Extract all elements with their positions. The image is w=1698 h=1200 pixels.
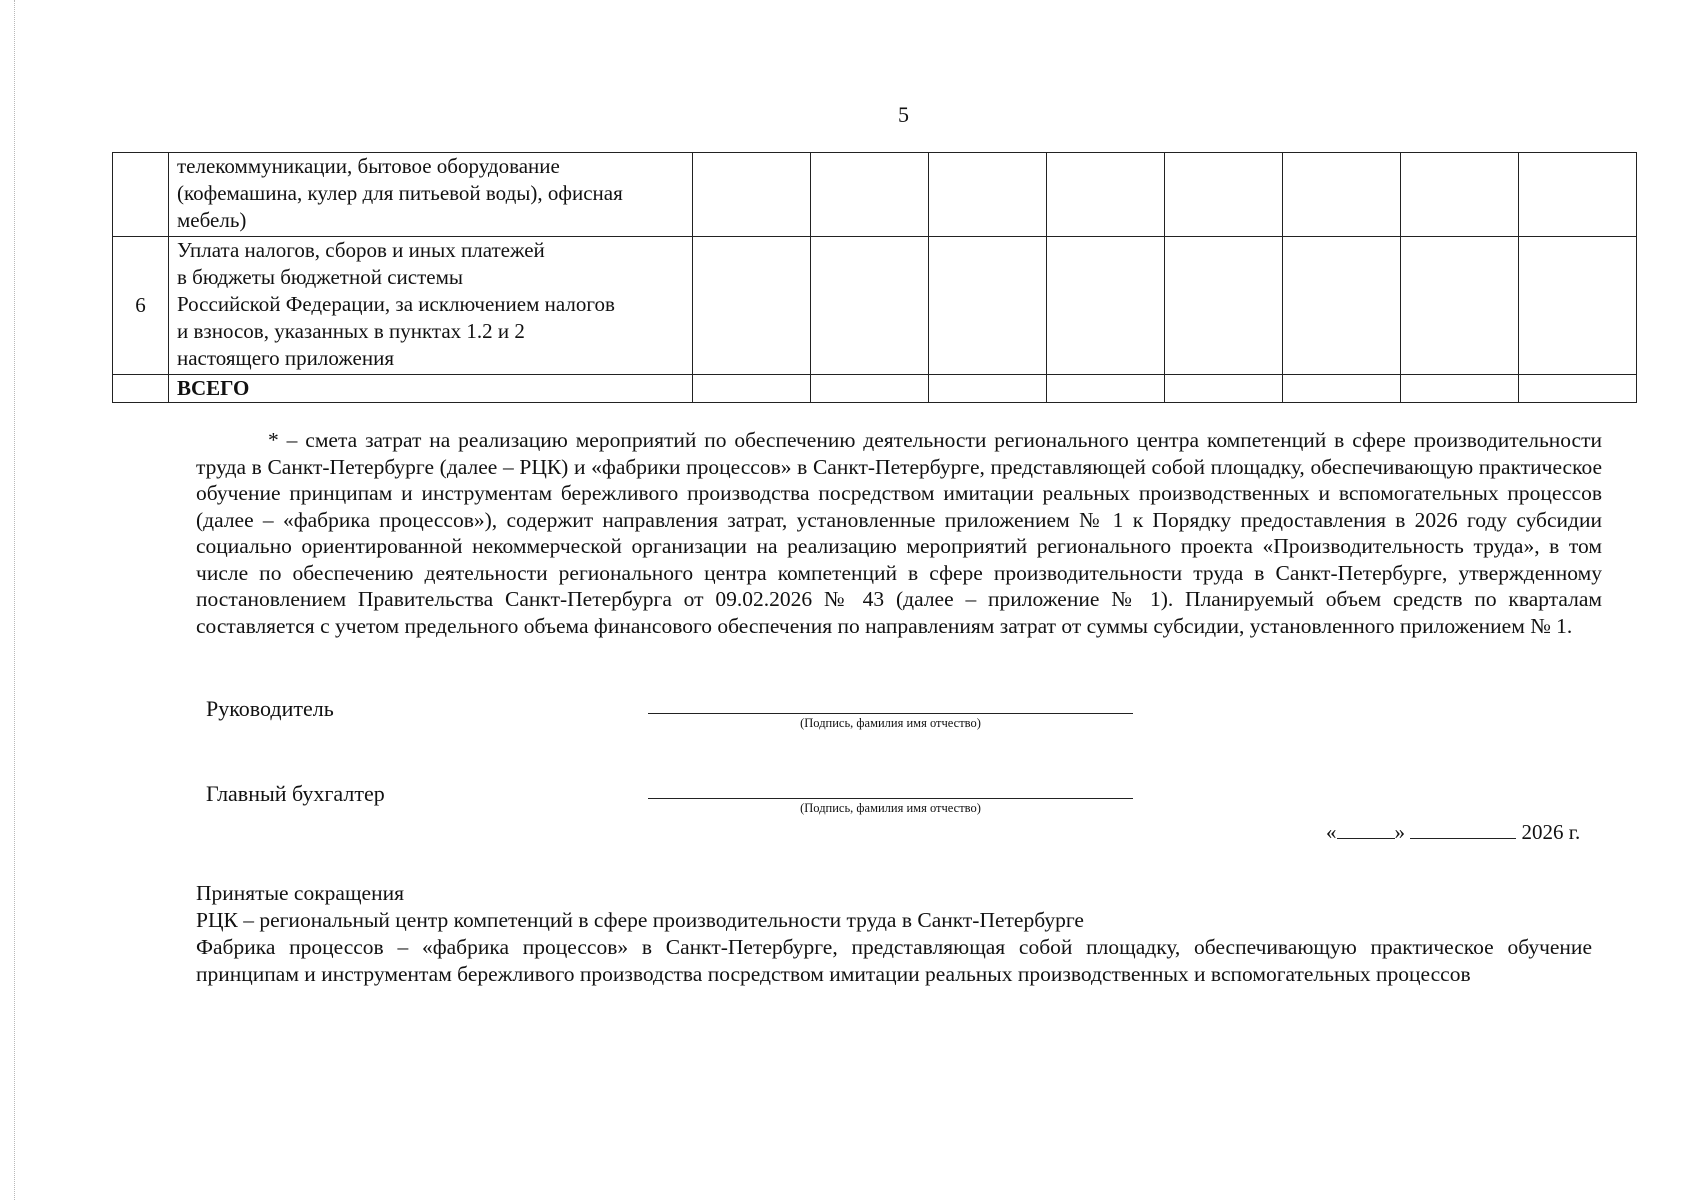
- cell-line: Российской Федерации, за исключением налогов: [177, 292, 615, 316]
- head-signature-label: Руководитель: [206, 696, 334, 721]
- accountant-signature-label: Главный бухгалтер: [206, 781, 385, 806]
- row-number: [113, 375, 169, 403]
- value-cell: [1047, 237, 1165, 375]
- value-cell: [929, 237, 1047, 375]
- abbreviation-item: РЦК – региональный центр компетенций в сфере производительности труда в Санкт-Петербурге: [196, 908, 1084, 932]
- date-open-quote: «: [1326, 820, 1337, 844]
- signature-date: [1326, 818, 1580, 845]
- value-cell: [1401, 153, 1519, 237]
- value-cell: [1047, 375, 1165, 403]
- value-cell: [1401, 237, 1519, 375]
- date-day-blank: [1337, 818, 1395, 839]
- abbreviations-section: [196, 880, 1592, 988]
- abbreviations-title: Принятые сокращения: [196, 881, 404, 905]
- cell-line: и взносов, указанных в пунктах 1.2 и 2: [177, 319, 525, 343]
- page-number: 5: [898, 102, 909, 127]
- cell-line: мебель): [177, 208, 247, 232]
- date-month-blank: [1410, 818, 1516, 839]
- value-cell: [1519, 375, 1637, 403]
- cell-line: в бюджеты бюджетной системы: [177, 265, 463, 289]
- footnote-paragraph: * – смета затрат на реализацию мероприятий по обеспечению деятельности регионального центра компетенций в сфере производительности труда в Санкт-Петербурге (далее – РЦК) и «фабрики процессов» в Санкт-Петербурге, представляющей собой площадку, обеспечивающую практическое обучение принципам и инструментам бережливого производства посредством имитации реальных производственных и вспомогательных процессов (далее – «фабрика процессов»), содержит направления затрат, установленные приложением № 1 к Порядку предоставления в 2026 году субсидии социально ориентированной некоммерческой организации на реализацию мероприятий регионального проекта «Производительность труда», в том числе по обеспечению деятельности регионального центра компетенций в сфере производительности труда в Санкт-Петербурге, утвержденному постановлением Правительства Санкт-Петербурга от 09.02.2026 № 43 (далее – приложение № 1). Планируемый объем средств по кварталам составляется с учетом предельного объема финансового обеспечения по направлениям затрат от суммы субсидии, установленного приложением № 1.: [196, 428, 1602, 638]
- value-cell: [1165, 153, 1283, 237]
- date-close-quote: »: [1394, 820, 1405, 844]
- value-cell: [693, 375, 811, 403]
- expense-item-cell: [169, 153, 693, 237]
- value-cell: [1047, 153, 1165, 237]
- value-cell: [1283, 375, 1401, 403]
- value-cell: [1283, 153, 1401, 237]
- row-number: [113, 153, 169, 237]
- page-edge-marks: [14, 0, 15, 1200]
- value-cell: [929, 153, 1047, 237]
- total-label: ВСЕГО: [169, 375, 693, 403]
- cell-line: телекоммуникации, бытовое оборудование: [177, 154, 560, 178]
- value-cell: [1283, 237, 1401, 375]
- value-cell: [811, 153, 929, 237]
- value-cell: [1165, 237, 1283, 375]
- expense-item-cell: [169, 237, 693, 375]
- cell-line: Уплата налогов, сборов и иных платежей: [177, 238, 545, 262]
- value-cell: [811, 375, 929, 403]
- value-cell: [693, 153, 811, 237]
- table-total-row: [113, 375, 1637, 403]
- value-cell: [1519, 153, 1637, 237]
- table-row: [113, 153, 1637, 237]
- head-signature-caption: (Подпись, фамилия имя отчество): [800, 716, 981, 730]
- value-cell: [811, 237, 929, 375]
- value-cell: [693, 237, 811, 375]
- date-year: 2026 г.: [1521, 820, 1581, 844]
- table-row: [113, 237, 1637, 375]
- value-cell: [1165, 375, 1283, 403]
- head-signature-line: [648, 713, 1133, 714]
- accountant-signature-line: [648, 798, 1133, 799]
- cell-line: настоящего приложения: [177, 346, 394, 370]
- row-number: 6: [113, 237, 169, 375]
- accountant-signature-caption: (Подпись, фамилия имя отчество): [800, 801, 981, 815]
- value-cell: [1519, 237, 1637, 375]
- value-cell: [929, 375, 1047, 403]
- value-cell: [1401, 375, 1519, 403]
- expense-table: [112, 152, 1637, 403]
- cell-line: (кофемашина, кулер для питьевой воды), офисная: [177, 181, 623, 205]
- abbreviation-item: Фабрика процессов – «фабрика процессов» в Санкт-Петербурге, представляющая собой площадку, обеспечивающую практическое обучение принципам и инструментам бережливого производства посредством имитации реальных производственных и вспомогательных процессов: [196, 935, 1592, 986]
